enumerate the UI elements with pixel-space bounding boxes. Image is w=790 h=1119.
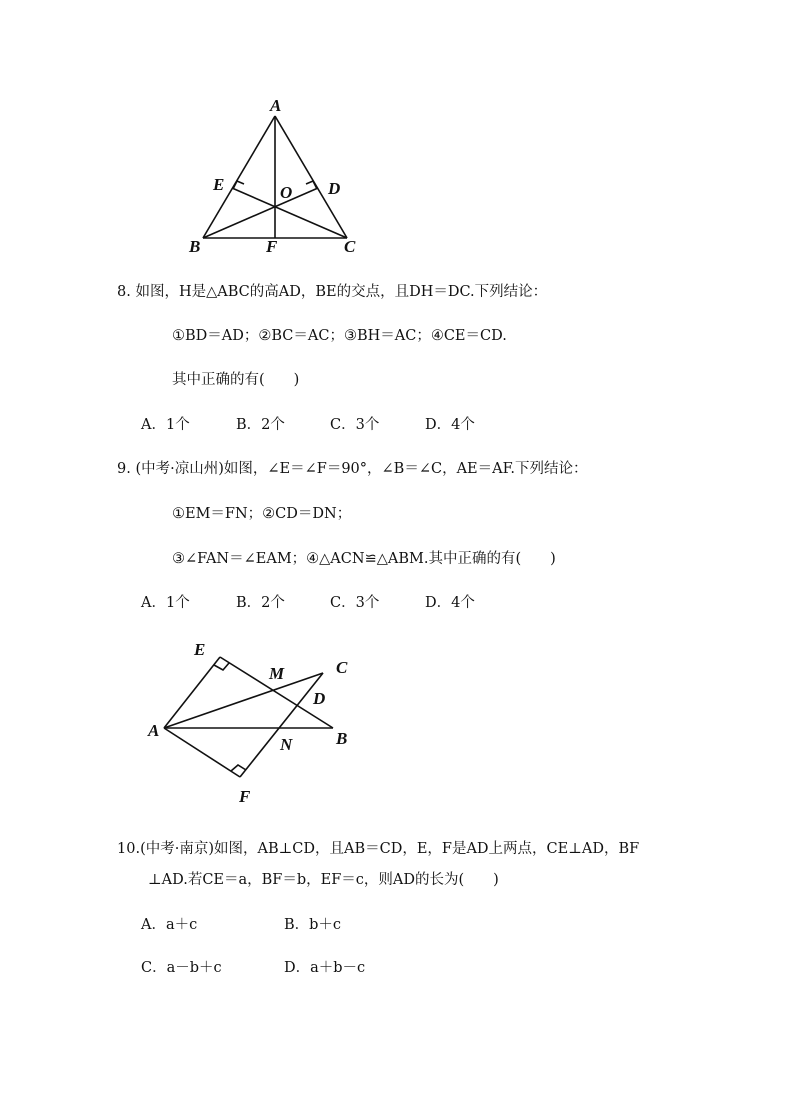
segment-ae: [164, 657, 220, 728]
segment-ac: [275, 116, 347, 238]
segment-af: [164, 728, 240, 777]
label-o: O: [280, 183, 293, 202]
q10-option-d: D．a＋b－c: [284, 960, 366, 976]
label-a: A: [270, 96, 282, 115]
label-b: B: [336, 729, 348, 748]
q10-option-c: C．a－b＋c: [141, 960, 222, 976]
q9-option-b: B．2个: [236, 595, 285, 611]
label-a: A: [148, 721, 160, 740]
label-c: C: [336, 658, 348, 677]
q9-stem: [117, 459, 588, 479]
segment-be: [203, 188, 318, 238]
figure-triangle-abc: [180, 92, 380, 262]
q10-stem-line-2: ⊥AD.若CE＝a，BF＝b，EF＝c，则AD的长为( ): [148, 872, 499, 888]
q10-option-b: B．b＋c: [284, 917, 342, 933]
segment-fc: [240, 673, 326, 777]
q10-number: 10.: [117, 841, 141, 857]
q8-number: 8.: [117, 284, 131, 300]
label-n: N: [280, 735, 293, 754]
q8-stem: [117, 282, 547, 302]
q9-option-d: D．4个: [425, 595, 475, 611]
right-angle-mark-e: [214, 663, 229, 670]
q9-option-c: C．3个: [330, 595, 380, 611]
q9-conclusions-1: ①EM＝FN；②CD＝DN；: [172, 506, 352, 522]
q9-number: 9.: [117, 461, 131, 477]
label-c: C: [344, 237, 356, 256]
right-angle-mark-e: [233, 181, 244, 189]
q10-stem-text-1: (中考·南京)如图，AB⊥CD，且AB＝CD，E，F是AD上两点，CE⊥AD，BF: [140, 841, 640, 857]
right-angle-mark-d: [306, 181, 317, 189]
q8-conclusions: ①BD＝AD；②BC＝AC；③BH＝AC；④CE＝CD.: [172, 328, 507, 344]
q9-stem-text: (中考·凉山州)如图，∠E＝∠F＝90°，∠B＝∠C，AE＝AF.下列结论：: [135, 461, 588, 477]
q8-option-d: D．4个: [425, 417, 475, 433]
q9-conclusions-2: ③∠FAN＝∠EAM；④△ACN≌△ABM.其中正确的有( ): [172, 551, 556, 567]
q8-option-c: C．3个: [330, 417, 380, 433]
q9-option-a: A．1个: [141, 595, 190, 611]
segment-ac: [164, 673, 326, 728]
q8-option-a: A．1个: [141, 417, 190, 433]
label-d: D: [328, 179, 341, 198]
label-f: F: [239, 787, 251, 806]
q10-option-a: A．a＋c: [141, 917, 198, 933]
figure-q9: [140, 632, 370, 812]
right-angle-mark-f: [231, 765, 246, 771]
q8-stem-text: 如图，H是△ABC的高AD，BE的交点，且DH＝DC.下列结论：: [135, 284, 548, 300]
label-b: B: [189, 237, 201, 256]
q8-option-b: B．2个: [236, 417, 285, 433]
label-f: F: [266, 237, 278, 256]
label-e: E: [213, 175, 225, 194]
label-e: E: [194, 640, 206, 659]
label-d: D: [313, 689, 326, 708]
q10-stem-line-1: [117, 839, 639, 859]
label-m: M: [269, 664, 285, 683]
q8-ask: 其中正确的有( ): [172, 372, 300, 388]
